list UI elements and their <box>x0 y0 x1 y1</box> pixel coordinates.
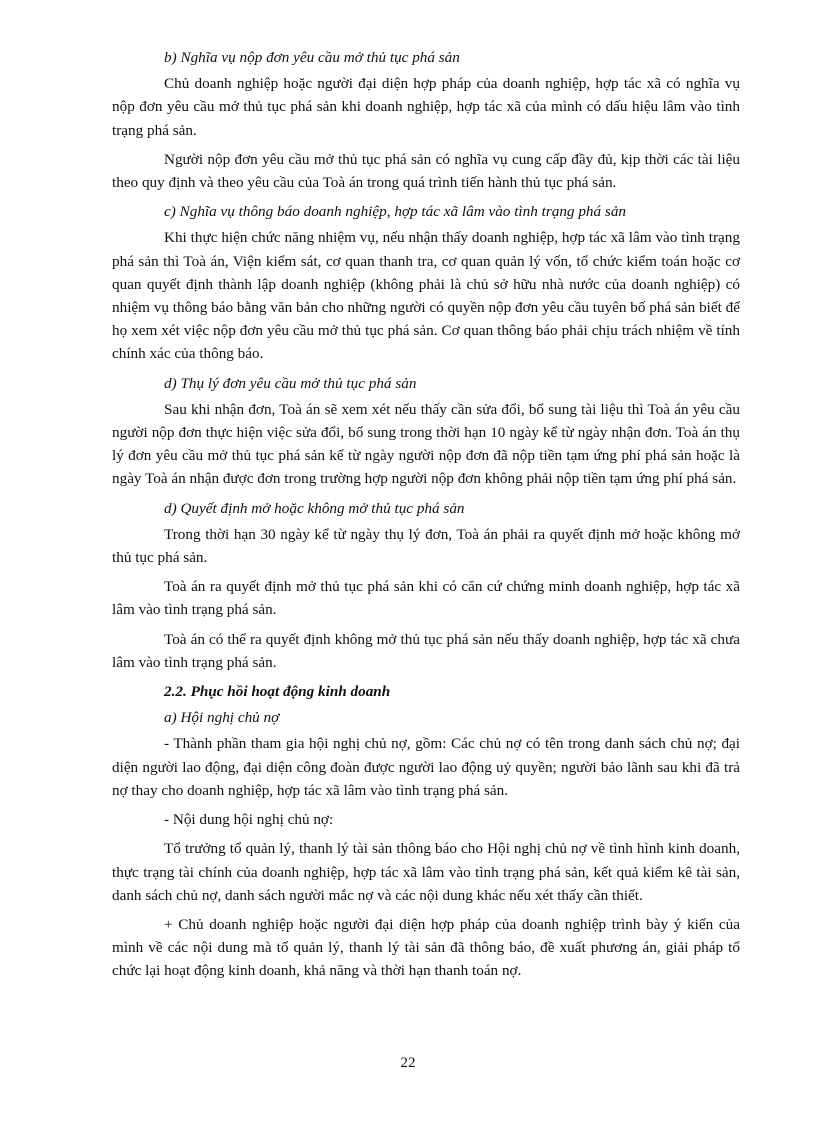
page-number: 22 <box>400 1054 416 1071</box>
heading-c-obligation-to-notify: c) Nghĩa vụ thông báo doanh nghiệp, hợp tác xã lâm vào tình trạng phá sản <box>164 203 627 221</box>
paragraph: Người nộp đơn yêu cầu mở thủ tục phá sản có nghĩa vụ cung cấp đầy đủ, kịp thời các tài liệu theo quy định và theo yêu cầu của Toà án trong quá trình tiến hành thủ tục phá sản. <box>112 150 740 192</box>
paragraph: Tổ trưởng tổ quản lý, thanh lý tài sản thông báo cho Hội nghị chủ nợ về tình hình kinh doanh, thực trạng tài chính của doanh nghiệp, hợp tác xã lâm vào tình trạng phá sản, kết quả kiểm kê tài sản, danh sách chủ nợ, danh sách người mắc nợ và các nội dung khác nếu xét thấy cần thiết. <box>112 840 740 904</box>
paragraph: Toà án ra quyết định mở thủ tục phá sản khi có căn cứ chứng minh doanh nghiệp, hợp tác xã lâm vào tình trạng phá sản. <box>112 578 740 619</box>
heading-d-decision-to-open: d) Quyết định mở hoặc không mở thủ tục phá sản <box>164 499 465 517</box>
paragraph: + Chủ doanh nghiệp hoặc người đại diện hợp pháp của doanh nghiệp trình bày ý kiến của mình về các nội dung mà tổ quản lý, thanh lý tài sản đã thông báo, đề xuất phương án, giải pháp tổ chức lại hoạt động kinh doanh, khả năng và thời hạn thanh toán nợ. <box>112 915 740 980</box>
paragraph: Khi thực hiện chức năng nhiệm vụ, nếu nhận thấy doanh nghiệp, hợp tác xã lâm vào tình trạng phá sản thì Toà án, Viện kiểm sát, cơ quan thanh tra, cơ quan quản lý vốn, tổ chức kiểm toán hoặc cơ quan quyết định thành lập doanh nghiệp (không phải là chủ sở hữu nhà nước của doanh nghiệp) có nhiệm vụ thông báo bằng văn bản cho những người có quyền nộp đơn yêu cầu tuyên bố phá sản biết để họ xem xét việc nộp đơn yêu cầu mở thủ tục phá sản. Cơ quan thông báo phải chịu trách nhiệm về tính chính xác của thông báo. <box>112 229 740 363</box>
heading-a-creditors-meeting: a) Hội nghị chủ nợ <box>164 709 280 727</box>
heading-d-accepting-petition: d) Thụ lý đơn yêu cầu mở thủ tục phá sản <box>164 374 417 392</box>
paragraph: - Nội dung hội nghị chủ nợ: <box>164 811 334 829</box>
paragraph: - Thành phần tham gia hội nghị chủ nợ, gồm: Các chủ nợ có tên trong danh sách chủ nợ; đại diện người lao động, đại diện công đoàn được người lao động uỷ quyền; người bảo lãnh sau khi đã trả nợ thay cho doanh nghiệp, hợp tác xã lâm vào tình trạng phá sản. <box>112 735 740 799</box>
paragraph: Toà án có thể ra quyết định không mở thủ tục phá sản nếu thấy doanh nghiệp, hợp tác xã chưa lâm vào tình trạng phá sản. <box>112 630 740 671</box>
paragraph: Sau khi nhận đơn, Toà án sẽ xem xét nếu thấy cần sửa đổi, bổ sung tài liệu thì Toà án yêu cầu người nộp đơn thực hiện việc sửa đổi, bổ sung trong thời hạn 10 ngày kể từ ngày nhận đơn. Toà án thụ lý đơn yêu cầu mở thủ tục phá sản kể từ ngày người nộp đơn đã nộp tiền tạm ứng phí phá sản hoặc là ngày Toà án nhận được đơn trong trường hợp người nộp đơn không phải nộp tiền tạm ứng phí phá sản. <box>112 400 740 488</box>
paragraph: Chủ doanh nghiệp hoặc người đại diện hợp pháp của doanh nghiệp, hợp tác xã có nghĩa vụ nộp đơn yêu cầu mở thủ tục phá sản khi doanh nghiệp, hợp tác xã của mình có dấu hiệu lâm vào tình trạng phá sản. <box>112 75 740 139</box>
paragraph: Trong thời hạn 30 ngày kể từ ngày thụ lý đơn, Toà án phải ra quyết định mở hoặc không mở thủ tục phá sản. <box>112 525 740 567</box>
section-heading-2-2: 2.2. Phục hồi hoạt động kinh doanh <box>164 683 391 701</box>
document-page <box>112 46 740 989</box>
heading-b-obligation-to-file: b) Nghĩa vụ nộp đơn yêu cầu mở thủ tục phá sản <box>164 49 460 66</box>
